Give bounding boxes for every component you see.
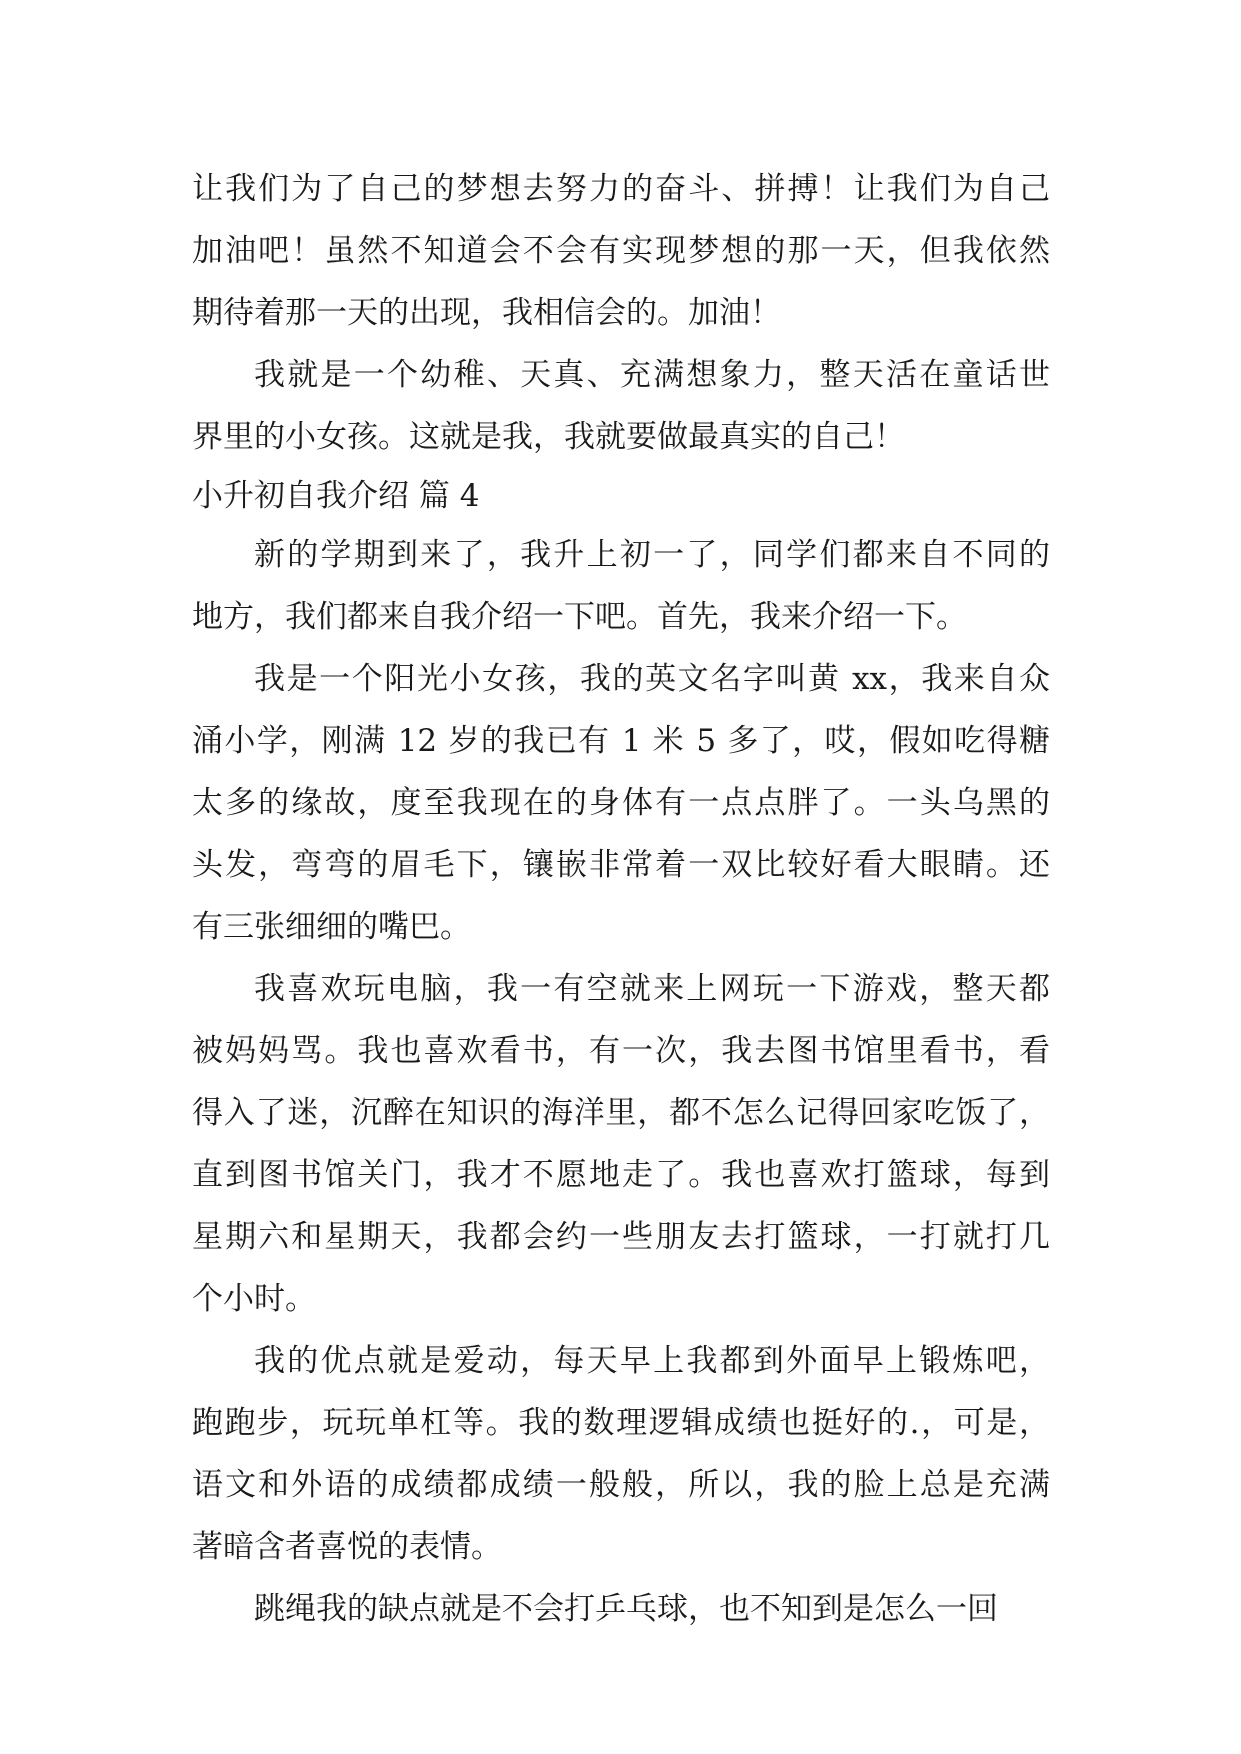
text-line: 新的学期到来了，我升上初一了，同学们都来自不同的 [254,537,1050,573]
text-line: 期待着那一天的出现，我相信会的。加油！ [192,295,781,331]
text-line: 地方，我们都来自我介绍一下吧。首先，我来介绍一下。 [192,599,967,635]
text-line: 我喜欢玩电脑，我一有空就来上网玩一下游戏，整天都 [254,971,1050,1007]
section-heading: 小升初自我介绍 篇 4 [192,478,480,514]
text-line: 让我们为了自己的梦想去努力的奋斗、拼搏！让我们为自己 [192,171,1050,207]
text-line: 涌小学，刚满 12 岁的我已有 1 米 5 多了，哎，假如吃得糖 [192,723,1050,759]
paragraph [192,1578,1050,1640]
paragraph [192,344,1050,468]
text-line: 头发，弯弯的眉毛下，镶嵌非常着一双比较好看大眼睛。还 [192,847,1050,883]
text-line: 有三张细细的嘴巴。 [192,909,471,945]
paragraph [192,524,1050,648]
text-line: 得入了迷，沉醉在知识的海洋里，都不怎么记得回家吃饭了， [192,1095,1050,1131]
text-line: 跳绳我的缺点就是不会打乒乓球，也不知到是怎么一回 [254,1591,998,1627]
document-body [192,158,1050,1640]
text-line: 著暗含者喜悦的表情。 [192,1529,502,1565]
text-line: 跑跑步，玩玩单杠等。我的数理逻辑成绩也挺好的.，可是， [192,1405,1050,1441]
paragraph [192,158,1050,344]
text-line: 我的优点就是爱动，每天早上我都到外面早上锻炼吧， [254,1343,1050,1379]
text-line: 太多的缘故，度至我现在的身体有一点点胖了。一头乌黑的 [192,785,1050,821]
text-line: 个小时。 [192,1281,316,1317]
paragraph [192,958,1050,1330]
text-line: 语文和外语的成绩都成绩一般般，所以，我的脸上总是充满 [192,1467,1050,1503]
text-line: 我是一个阳光小女孩，我的英文名字叫黄 xx，我来自众 [254,661,1050,697]
text-line: 直到图书馆关门，我才不愿地走了。我也喜欢打篮球，每到 [192,1157,1050,1193]
text-line: 我就是一个幼稚、天真、充满想象力，整天活在童话世 [254,357,1050,393]
text-line: 被妈妈骂。我也喜欢看书，有一次，我去图书馆里看书，看 [192,1033,1050,1069]
paragraph [192,648,1050,958]
paragraph [192,1330,1050,1578]
text-line: 界里的小女孩。这就是我，我就要做最真实的自己！ [192,419,905,455]
text-line: 加油吧！虽然不知道会不会有实现梦想的那一天，但我依然 [192,233,1050,269]
text-line: 星期六和星期天，我都会约一些朋友去打篮球，一打就打几 [192,1219,1050,1255]
